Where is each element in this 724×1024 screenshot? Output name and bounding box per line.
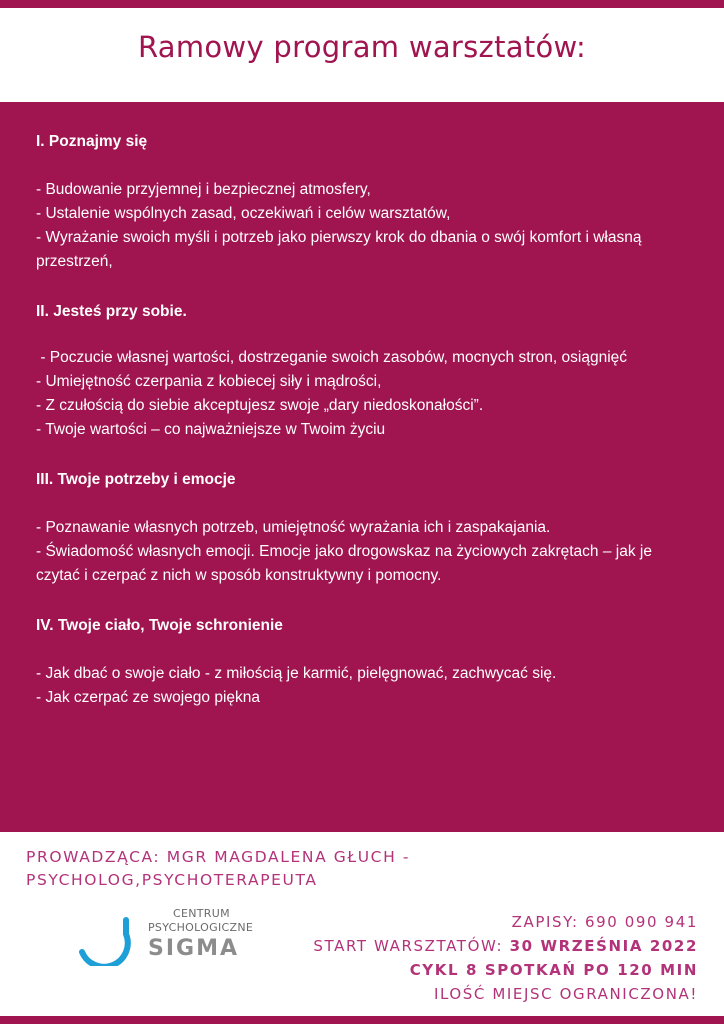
section-heading: IV. Twoje ciało, Twoje schronienie [36,617,283,634]
section-heading: I. Poznajmy się [36,133,148,150]
list-item: - Budowanie przyjemnej i bezpiecznej atmosfery, [36,181,371,198]
start-info [313,934,698,958]
section-1 [36,130,686,274]
page-title: Ramowy program warsztatów: [137,30,587,64]
list-item: - Jak czerpać ze swojego piękna [36,689,261,706]
start-date: 30 WRZEŚNIA 2022 [509,937,698,955]
bottom-accent-strip [0,1016,724,1024]
section-4 [36,614,686,710]
program-panel [0,102,724,832]
logo-line-3: SIGMA [148,936,240,961]
facilitator-name: PROWADZĄCA: MGR MAGDALENA GŁUCH - [26,848,411,866]
list-item: - Poczucie własnej wartości, dostrzeganie swoich zasobów, mocnych stron, osiągnięć [36,349,628,366]
list-item: - Umiejętność czerpania z kobiecej siły i mądrości, [36,373,382,390]
logo-line-2: PSYCHOLOGICZNE [148,921,254,934]
facilitator-info [26,846,546,892]
list-item: - Poznawanie własnych potrzeb, umiejętność wyrażania ich i zaspakajania. [36,519,551,536]
list-item: - Wyrażanie swoich myśli i potrzeb jako pierwszy krok do dbania o swój komfort i własną przestrzeń, [36,229,642,270]
start-label: START WARSZTATÓW: [313,937,510,955]
section-heading: II. Jesteś przy sobie. [36,303,187,320]
list-item: - Jak dbać o swoje ciało - z miłością je karmić, pielęgnować, zachwycać się. [36,665,557,682]
facilitator-title: PSYCHOLOG,PSYCHOTERAPEUTA [26,871,318,889]
section-2 [36,300,686,442]
top-accent-strip [0,0,724,8]
signup-phone: ZAPISY: 690 090 941 [511,913,698,931]
limited-seats: ILOŚĆ MIEJSC OGRANICZONA! [433,985,698,1003]
list-item: - Świadomość własnych emocji. Emocje jako drogowskaz na życiowych zakrętach – jak je czytać i czerpać z nich w sposób konstruktywny i pomocny. [36,543,652,584]
list-item: - Ustalenie wspólnych zasad, oczekiwań i celów warsztatów, [36,205,451,222]
logo-arc-icon [68,906,146,966]
list-item: - Twoje wartości – co najważniejsze w Twoim życiu [36,421,386,438]
logo-line-1: CENTRUM [173,907,230,920]
cycle-info: CYKL 8 SPOTKAŃ PO 120 MIN [409,961,698,979]
section-heading: III. Twoje potrzeby i emocje [36,471,236,488]
program-content [36,130,686,736]
section-3 [36,468,686,588]
sigma-logo [68,900,254,970]
workshop-info [313,910,698,1006]
list-item: - Z czułością do siebie akceptujesz swoje „dary niedoskonałości”. [36,397,484,414]
